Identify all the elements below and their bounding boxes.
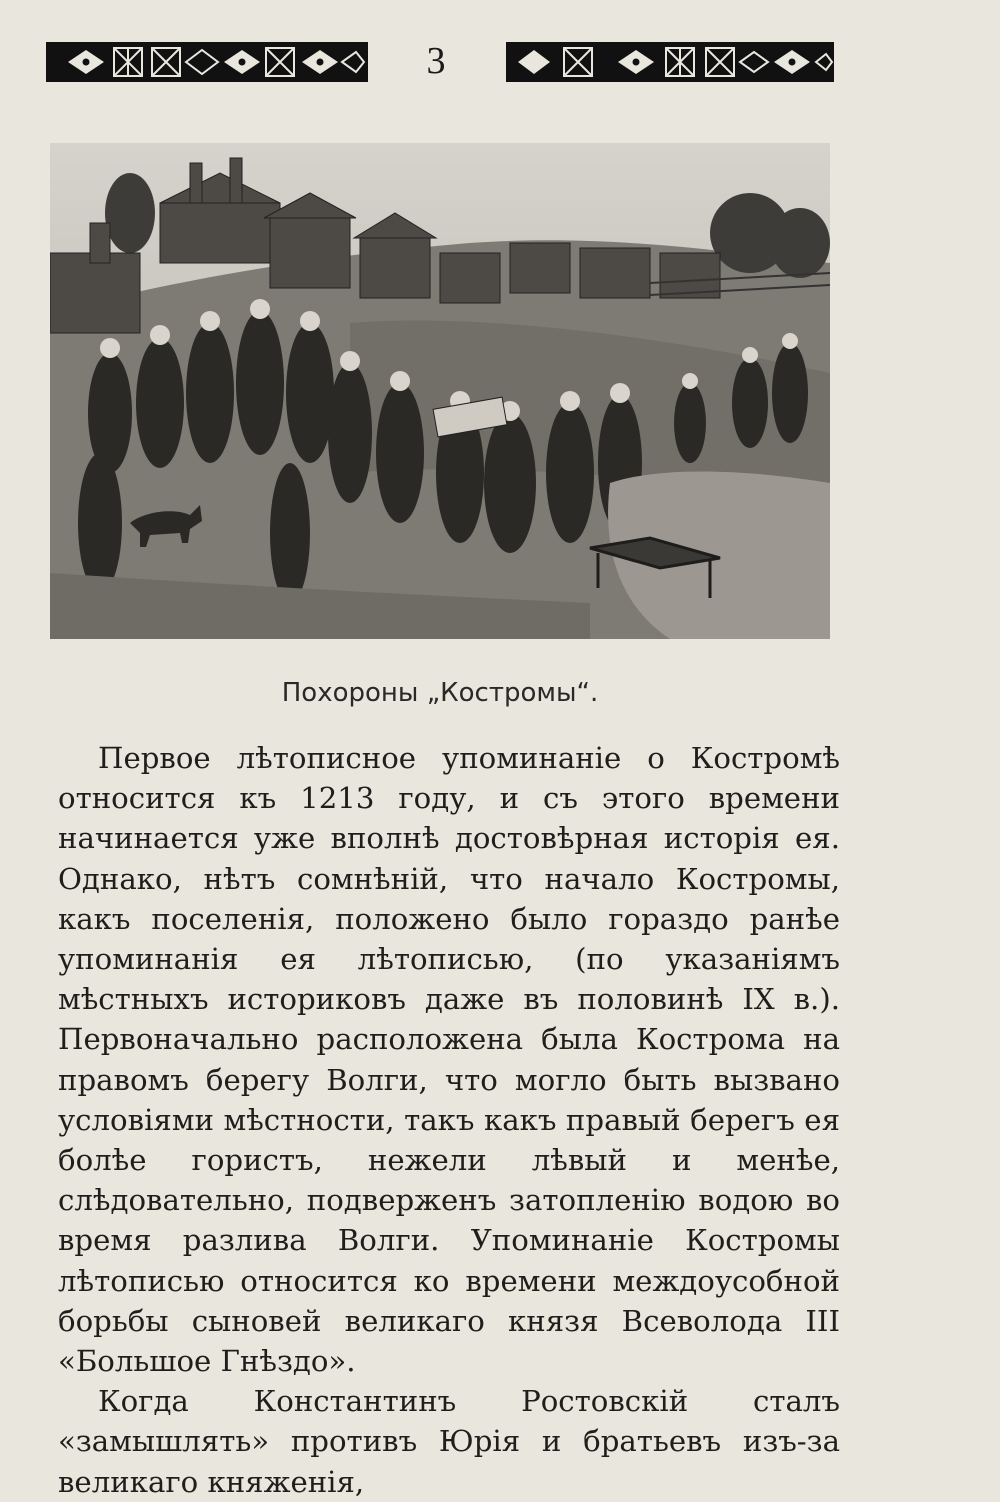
- paragraph-1: Первое лѣтописное упоминаніе о Костромѣ относится къ 1213 году, и съ этого времени начинается уже вполнѣ достовѣрная исторія ея. Однако, нѣтъ сомнѣній, что начало Костромы, какъ поселенія, положено было гораздо ранѣе упоминанія ея лѣтописью, (по указаніямъ мѣстныхъ историковъ даже въ половинѣ IX в.). Первоначально расположена была Кострома на правомъ берегу Волги, что могло быть вызвано условіями мѣстности, такъ какъ правый берегъ ея болѣе гористъ, нежели лѣвый и менѣе, слѣдовательно, подверженъ затопленію водою во время разлива Волги. Упоминаніе Костромы лѣтописью относится ко времени междоусобной борьбы сыновей великаго князя Всеволода III «Большое Гнѣздо».: [58, 741, 840, 1379]
- paragraph-2: Когда Константинъ Ростовскій сталъ «замышлять» противъ Юрія и братьевъ изъ-за великаго княженія,: [58, 1384, 840, 1499]
- body-text: [58, 738, 840, 1502]
- page-number: 3: [426, 40, 446, 82]
- ornamental-border-right: [506, 42, 834, 82]
- ornamental-border-left: [46, 42, 368, 82]
- figure-caption: Похороны „Костромы“.: [281, 678, 599, 708]
- page-header: [0, 42, 1000, 82]
- illustration-image: [50, 143, 830, 639]
- funeral-illustration: [50, 143, 830, 639]
